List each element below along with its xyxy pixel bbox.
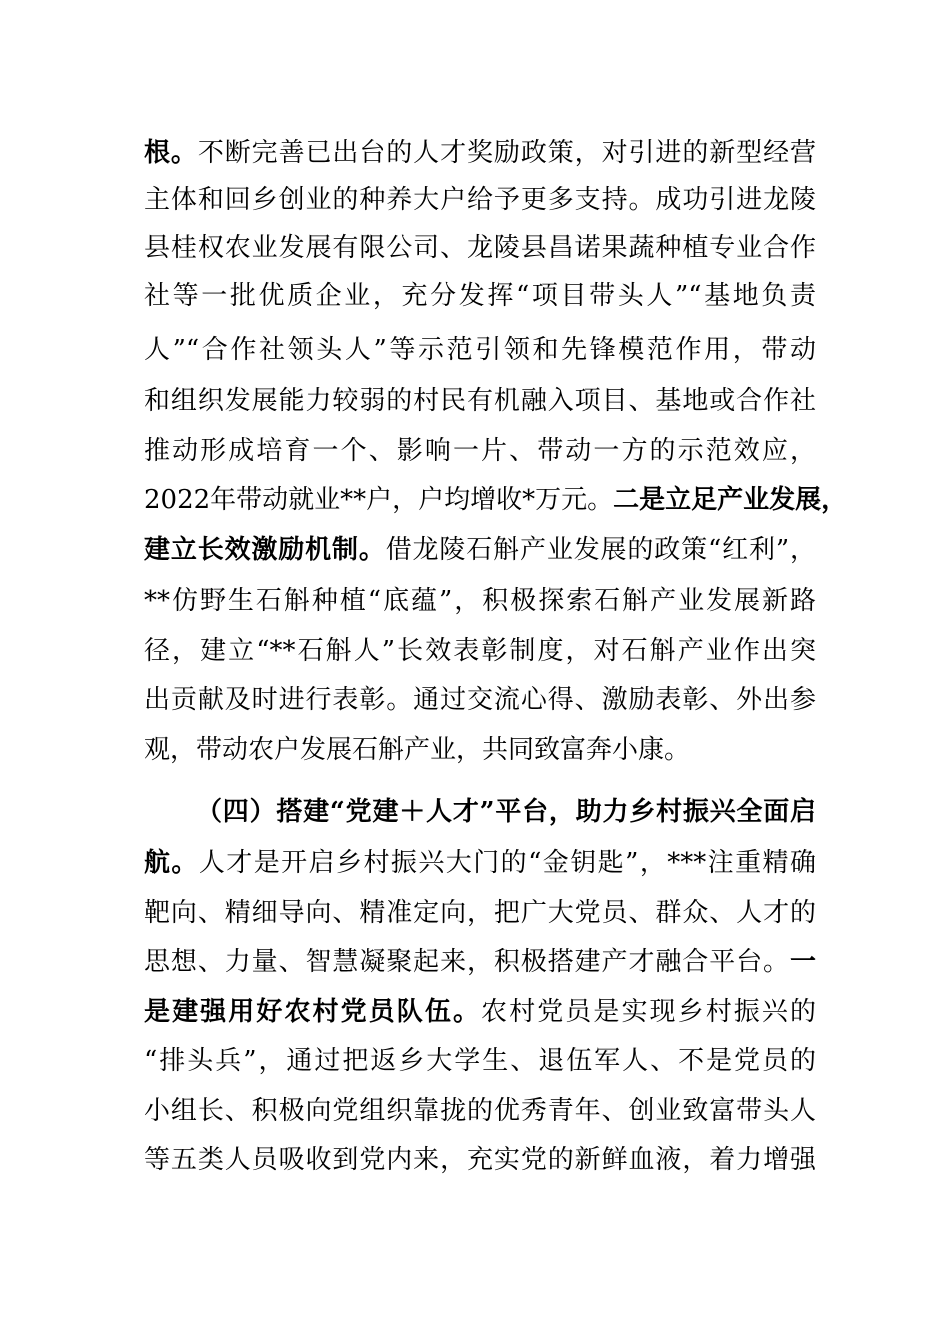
bold-heading: 二是立足产业发展， [613,485,848,515]
text-line: 小组长、积极向党组织靠拢的优秀青年、创业致富带头人 [144,1096,816,1126]
bold-heading: 建立长效激励机制。 [144,535,386,565]
text-line: **仿野生石斛种植“底蕴”，积极探索石斛产业发展新路 [144,586,816,616]
text-span: 农村党员是实现乡村振兴的 [481,997,816,1027]
text-line [144,942,816,982]
text-line [144,133,816,173]
text-line: 径，建立“**石斛人”长效表彰制度，对石斛产业作出突 [144,636,816,666]
text-line: 出贡献及时进行表彰。通过交流心得、激励表彰、外出参 [144,685,816,715]
text-line: 观，带动农户发展石斛产业，共同致富奔小康。 [144,735,691,765]
text-line: 社等一批优质企业，充分发挥“项目带头人”“基地负责 [144,281,816,311]
text-line: 推动形成培育一个、影响一片、带动一方的示范效应， [144,436,816,466]
bold-heading: 一 [789,947,816,977]
bold-heading: 根。 [144,138,198,168]
bold-heading: 航。 [144,848,199,878]
text-span: 不断完善已出台的人才奖励政策，对引进的新型经营 [197,138,816,168]
text-span: 人才是开启乡村振兴大门的“金钥匙”，***注重精确 [198,848,816,878]
text-line: 县桂权农业发展有限公司、龙陵县昌诺果蔬种植专业合作 [144,233,816,263]
text-line [144,843,816,883]
text-line [144,530,816,570]
text-line [144,992,816,1032]
text-line: 主体和回乡创业的种养大户给予更多支持。成功引进龙陵 [144,185,816,215]
text-line: 靶向、精细导向、精准定向，把广大党员、群众、人才的 [144,898,816,928]
text-line: “排头兵”，通过把返乡大学生、退伍军人、不是党员的 [144,1046,816,1076]
text-line: 人”“合作社领头人”等示范引领和先锋模范作用，带动 [144,335,816,365]
text-line: 和组织发展能力较弱的村民有机融入项目、基地或合作社 [144,386,816,416]
bold-heading: 是建强用好农村党员队伍。 [144,997,482,1027]
text-span: 借龙陵石斛产业发展的政策“红利”， [385,535,816,565]
section-heading: （四）搭建“党建＋人才”平台，助力乡村振兴全面启 [196,797,816,827]
text-line: 等五类人员吸收到党内来，充实党的新鲜血液，着力增强 [144,1145,816,1175]
text-span: 2022年带动就业**户，户均增收*万元。 [144,485,614,515]
text-line [144,480,848,520]
text-span: 思想、力量、智慧凝聚起来，积极搭建产才融合平台。 [144,947,790,977]
